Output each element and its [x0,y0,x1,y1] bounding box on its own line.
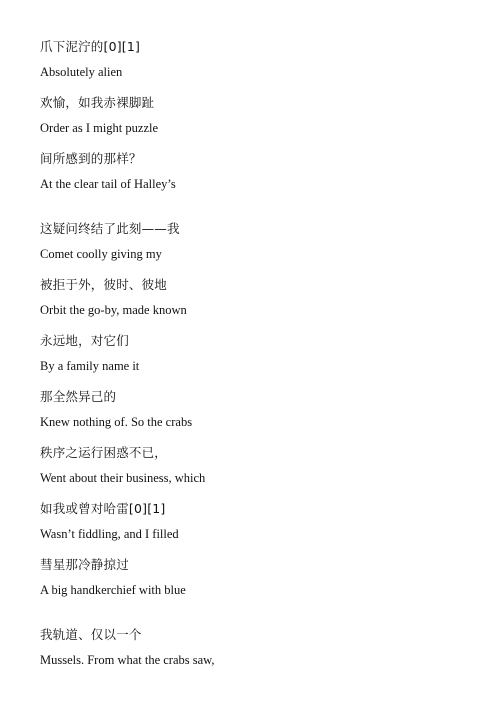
poem-line-en: By a family name it [40,359,140,373]
poem-line-zh: 间所感到的那样？ [40,151,142,166]
poem-line-zh: 爪下泥泞的[0][1] [40,39,141,54]
poem-line-en: Mussels. From what the crabs saw, [40,653,215,667]
poem-line-zh: 如我或曾对哈雷[0][1] [40,501,166,516]
poem-line-en: At the clear tail of Halley’s [40,177,176,191]
poem-line-en: Absolutely alien [40,65,123,79]
poem-line-zh: 秩序之运行困惑不已， [40,445,168,460]
poem-line-zh: 这疑问终结了此刻——我 [40,221,180,236]
poem-line-en: Went about their business, which [40,471,206,485]
poem-line-zh: 永远地，对它们 [40,333,129,348]
poem-line-zh: 彗星那冷静掠过 [40,557,129,572]
poem-line-en: Order as I might puzzle [40,121,159,135]
poem-line-zh: 被拒于外，彼时、彼地 [40,277,168,292]
poem-line-en: Orbit the go-by, made known [40,303,187,317]
poem-line-zh: 欢愉，如我赤裸脚趾 [40,95,155,110]
poem-line-en: Comet coolly giving my [40,247,162,261]
poem-line-en: Knew nothing of. So the crabs [40,415,193,429]
poem-line-zh: 我轨道、仅以一个 [40,627,142,642]
poem-line-zh: 那全然异己的 [40,389,117,404]
poem-line-en: A big handkerchief with blue [40,583,186,597]
poem-line-en: Wasn’t fiddling, and I filled [40,527,179,541]
